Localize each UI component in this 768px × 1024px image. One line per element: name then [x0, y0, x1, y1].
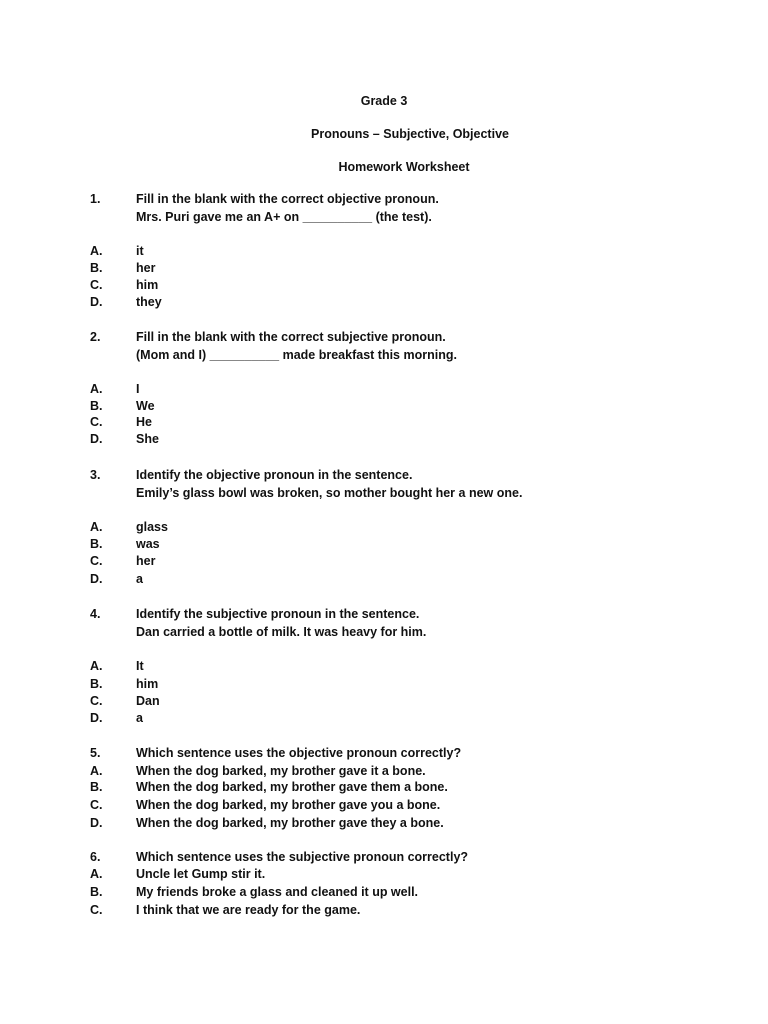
worksheet-title: Homework Worksheet	[338, 160, 470, 174]
question-1-prompt: Fill in the blank with the correct objective pronoun.	[136, 192, 439, 206]
q5-option-d: When the dog barked, my brother gave they a bone.	[136, 816, 444, 830]
question-5-number: 5.	[90, 746, 101, 760]
question-4-prompt: Identify the subjective pronoun in the sentence.	[136, 607, 420, 621]
question-3-prompt: Identify the objective pronoun in the sentence.	[136, 468, 413, 482]
q1-option-d: they	[136, 295, 162, 309]
q3-option-c-letter: C.	[90, 554, 103, 568]
q1-option-a: it	[136, 244, 144, 258]
q4-option-b-letter: B.	[90, 677, 103, 691]
question-3-number: 3.	[90, 468, 101, 482]
question-2-number: 2.	[90, 330, 101, 344]
q3-option-d-letter: D.	[90, 572, 103, 586]
q2-option-d: She	[136, 432, 159, 446]
q2-option-b-letter: B.	[90, 399, 103, 413]
q6-option-a: Uncle let Gump stir it.	[136, 867, 266, 881]
q5-option-d-letter: D.	[90, 816, 103, 830]
q2-option-d-letter: D.	[90, 432, 103, 446]
question-4-number: 4.	[90, 607, 101, 621]
q6-option-b-letter: B.	[90, 885, 103, 899]
q4-option-d-letter: D.	[90, 711, 103, 725]
question-6-prompt: Which sentence uses the subjective pronoun correctly?	[136, 850, 469, 864]
q3-option-c: her	[136, 554, 156, 568]
q2-option-c: He	[136, 415, 152, 429]
q4-option-b: him	[136, 677, 159, 691]
question-2-prompt: Fill in the blank with the correct subjective pronoun.	[136, 330, 446, 344]
q2-option-c-letter: C.	[90, 415, 103, 429]
q1-option-c: him	[136, 278, 159, 292]
q6-option-b: My friends broke a glass and cleaned it up well.	[136, 885, 419, 899]
q4-option-a-letter: A.	[90, 659, 103, 673]
q5-option-c: When the dog barked, my brother gave you a bone.	[136, 798, 441, 812]
q5-option-b-letter: B.	[90, 780, 103, 794]
q3-option-a: glass	[136, 520, 168, 534]
q5-option-a-letter: A.	[90, 764, 103, 778]
q6-option-a-letter: A.	[90, 867, 103, 881]
question-1-number: 1.	[90, 192, 101, 206]
worksheet-topic: Pronouns – Subjective, Objective	[311, 127, 509, 141]
q2-option-b: We	[136, 399, 155, 413]
q1-option-c-letter: C.	[90, 278, 103, 292]
q4-option-c: Dan	[136, 694, 160, 708]
q6-option-c-letter: C.	[90, 903, 103, 917]
q3-option-d: a	[136, 572, 143, 586]
q2-option-a-letter: A.	[90, 382, 103, 396]
q5-option-a: When the dog barked, my brother gave it a bone.	[136, 764, 426, 778]
q6-option-c: I think that we are ready for the game.	[136, 903, 361, 917]
q2-option-a: I	[136, 382, 140, 396]
q4-option-c-letter: C.	[90, 694, 103, 708]
question-6-number: 6.	[90, 850, 101, 864]
q4-option-a: It	[136, 659, 144, 673]
q1-option-d-letter: D.	[90, 295, 103, 309]
question-4-sentence: Dan carried a bottle of milk. It was heavy for him.	[136, 625, 427, 639]
q5-option-c-letter: C.	[90, 798, 103, 812]
question-5-prompt: Which sentence uses the objective pronoun correctly?	[136, 746, 462, 760]
q3-option-b-letter: B.	[90, 537, 103, 551]
question-1-sentence: Mrs. Puri gave me an A+ on __________ (the test).	[136, 210, 432, 224]
q5-option-b: When the dog barked, my brother gave them a bone.	[136, 780, 448, 794]
q1-option-b-letter: B.	[90, 261, 103, 275]
q3-option-a-letter: A.	[90, 520, 103, 534]
q4-option-d: a	[136, 711, 143, 725]
worksheet-grade: Grade 3	[360, 94, 408, 108]
question-3-sentence: Emily’s glass bowl was broken, so mother bought her a new one.	[136, 486, 523, 500]
q1-option-a-letter: A.	[90, 244, 103, 258]
q1-option-b: her	[136, 261, 156, 275]
q3-option-b: was	[136, 537, 160, 551]
question-2-sentence: (Mom and I) __________ made breakfast this morning.	[136, 348, 457, 362]
